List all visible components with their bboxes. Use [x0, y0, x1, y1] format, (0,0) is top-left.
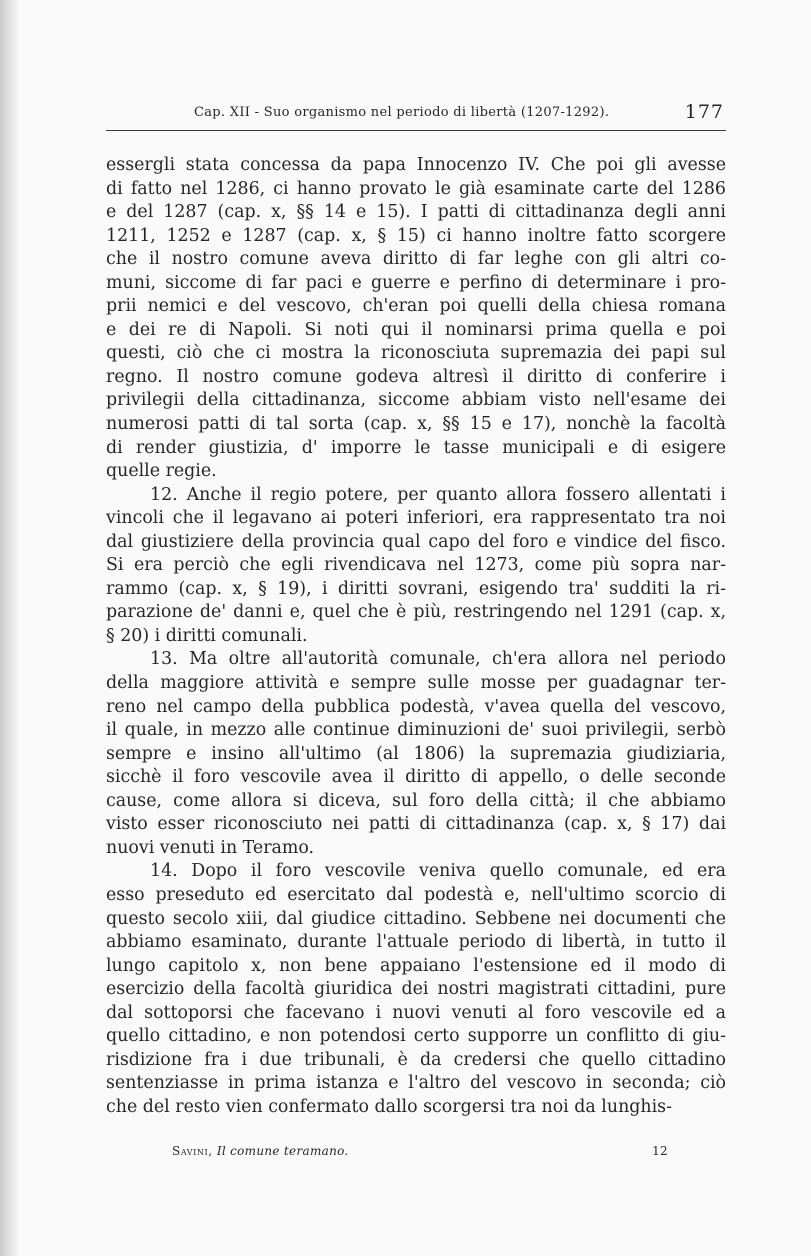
text-line: questo secolo xiii, dal giudice cittadino. Sebbene nei documenti che	[106, 908, 726, 929]
text-line: Si era perciò che egli rivendicava nel 1273, come più sopra nar-	[106, 555, 726, 576]
footer-work-title: Il comune teramano.	[216, 1144, 349, 1158]
text-line: che del resto vien confermato dallo scorgersi tra noi da lunghis-	[106, 1096, 672, 1117]
text-line: e del 1287 (cap. x, §§ 14 e 15). I patti di cittadinanza degli anni	[106, 202, 726, 223]
text-line: di render giustizia, d' imporre le tasse municipali e di esigere	[106, 437, 726, 458]
text-line: muni, siccome di far paci e guerre e perfino di determinare i pro-	[106, 272, 726, 293]
text-line: dal giustiziere della provincia qual capo del foro e vindice del fisco.	[106, 531, 726, 552]
text-line: sentenziasse in prima istanza e l'altro del vescovo in seconda; ciò	[106, 1073, 726, 1094]
text-line: quelle regie.	[106, 461, 217, 482]
header-rule	[106, 130, 726, 131]
text-line: che il nostro comune aveva diritto di far leghe con gli altri co-	[106, 249, 726, 270]
text-line: lungo capitolo x, non bene appaiano l'estensione ed il modo di	[106, 955, 726, 976]
text-line: sempre e insino all'ultimo (al 1806) la supremazia giudiziaria,	[106, 743, 726, 764]
text-line: sicchè il foro vescovile avea il diritto di appello, o delle seconde	[106, 767, 726, 788]
text-line: risdizione fra i due tribunali, è da credersi che quello cittadino	[106, 1049, 726, 1070]
running-head-title: Cap. XII - Suo organismo nel periodo di libertà (1207-1292).	[194, 105, 610, 120]
text-line: § 20) i diritti comunali.	[106, 625, 308, 646]
text-line: 1211, 1252 e 1287 (cap. x, § 15) ci hanno inoltre fatto scorgere	[106, 225, 726, 246]
text-line: nuovi venuti in Teramo.	[106, 837, 315, 858]
body-text	[106, 154, 726, 1119]
page-footer	[172, 1140, 668, 1162]
footer-signature	[172, 1144, 349, 1158]
text-line: 13. Ma oltre all'autorità comunale, ch'era allora nel periodo	[150, 649, 726, 670]
footer-author: Savini,	[172, 1144, 213, 1158]
text-line: abbiamo esaminato, durante l'attuale periodo di libertà, in tutto il	[106, 932, 726, 953]
text-line: rammo (cap. x, § 19), i diritti sovrani, esigendo tra' sudditi la ri-	[106, 578, 726, 599]
text-line: visto esser riconosciuto nei patti di cittadinanza (cap. x, § 17) dai	[106, 814, 726, 835]
text-line: vincoli che il legavano ai poteri inferiori, era rappresentato tra noi	[106, 508, 726, 529]
text-line: numerosi patti di tal sorta (cap. x, §§ 15 e 17), nonchè la facoltà	[106, 414, 726, 435]
text-line: esercizio della facoltà giuridica dei nostri magistrati cittadini, pure	[106, 979, 726, 1000]
text-line: 14. Dopo il foro vescovile veniva quello comunale, ed era	[150, 861, 726, 882]
text-line: prii nemici e del vescovo, ch'eran poi quelli della chiesa romana	[106, 296, 726, 317]
text-line: il quale, in mezzo alle continue diminuzioni de' suoi privilegii, serbò	[106, 720, 726, 741]
text-line: e dei re di Napoli. Si noti qui il nominarsi prima quella e poi	[106, 319, 726, 340]
text-line: esso preseduto ed esercitato dal podestà e, nell'ultimo scorcio di	[106, 884, 726, 905]
text-line: 12. Anche il regio potere, per quanto allora fossero allentati i	[150, 484, 726, 505]
text-line: privilegii della cittadinanza, siccome abbiam visto nell'esame dei	[106, 390, 726, 411]
running-head	[106, 101, 726, 129]
text-line: dal sottoporsi che facevano i nuovi venuti al foro vescovile ed a	[106, 1002, 726, 1023]
text-line: reno nel campo della pubblica podestà, v'avea quella del vescovo,	[106, 696, 726, 717]
text-line: cause, come allora si diceva, sul foro della città; il che abbiamo	[106, 790, 726, 811]
text-line: essergli stata concessa da papa Innocenzo IV. Che poi gli avesse	[106, 155, 726, 175]
text-line: regno. Il nostro comune godeva altresì il diritto di conferire i	[106, 366, 726, 387]
text-line: quello cittadino, e non potendosi certo supporre un conflitto di giu-	[106, 1026, 726, 1047]
text-line: parazione de' danni e, quel che è più, restringendo nel 1291 (cap. x,	[106, 602, 726, 623]
text-line: di fatto nel 1286, ci hanno provato le già esaminate carte del 1286	[106, 178, 726, 199]
page-number: 177	[684, 101, 724, 123]
footer-signature-number: 12	[652, 1144, 668, 1158]
text-line: questi, ciò che ci mostra la riconosciuta supremazia dei papi sul	[106, 343, 726, 364]
text-line: della maggiore attività e sempre sulle mosse per guadagnar ter-	[106, 673, 726, 694]
